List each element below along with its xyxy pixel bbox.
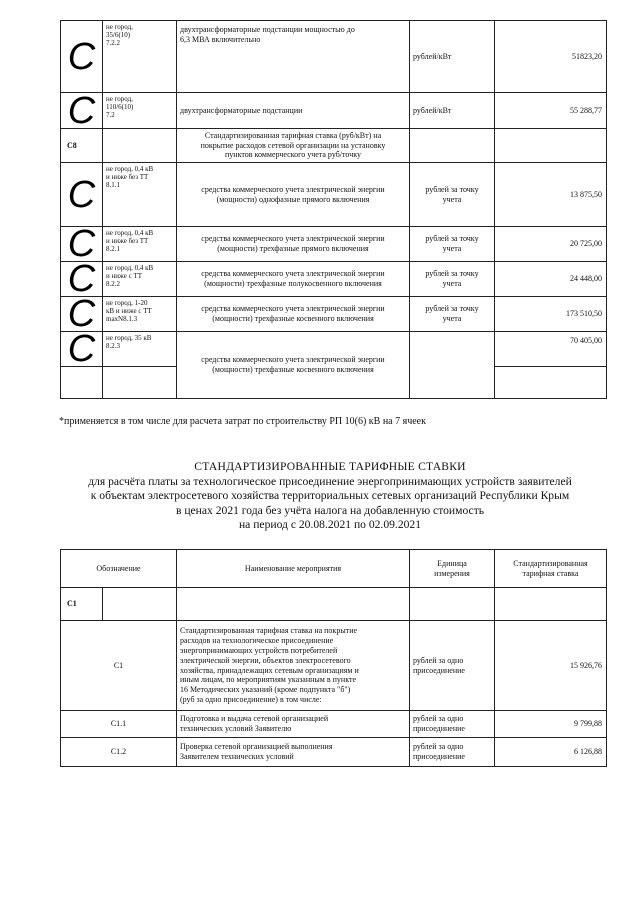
cond-line: 8.2.1 (106, 245, 120, 253)
row-unit (410, 297, 495, 332)
row-value: 24 448,00 (495, 262, 607, 297)
column-header-designation: Обозначение (61, 550, 177, 588)
row-unit (410, 262, 495, 297)
unit-line: рублей за точку (425, 234, 479, 244)
cond-line: maxN8.1.3 (106, 315, 138, 323)
row-value (495, 129, 607, 163)
name-line: 16 Методических указаний (кроме подпункта "б") (180, 685, 351, 695)
header-line: Единица (437, 558, 467, 568)
name-line: электрической энергии, объектов электросетевого (180, 655, 351, 665)
header-line: измерения (434, 568, 470, 578)
table-row (61, 297, 607, 332)
row-value: 13 875,50 (495, 163, 607, 227)
row-name (177, 332, 410, 399)
row-unit (410, 93, 495, 129)
name-line: двухтрансформаторные подстанции мощностью до (180, 25, 355, 34)
name-line: (мощности) однофазные прямого включения (216, 194, 370, 204)
heading-line: в ценах 2021 года без учёта налога на добавленную стоимость (175, 503, 485, 517)
name-line: пунктов коммерческого учета руб/точку (225, 150, 361, 160)
row-conditions (103, 227, 177, 262)
row-value: 70 405,00 (495, 332, 607, 367)
row-name (177, 93, 410, 129)
row-unit (410, 129, 495, 163)
name-line: (мощности) трехфазные косвенного включения (212, 314, 374, 323)
empty-cell (495, 367, 607, 399)
name-line: иным лицам, по мероприятиям указанным в пункте (180, 675, 357, 685)
name-line: (мощности) трехфазные косвенного включения (212, 365, 374, 374)
row-name (177, 297, 410, 332)
table-row (61, 332, 607, 367)
table-section-row (61, 588, 607, 621)
name-line: Проверка сетевой организацией выполнения (180, 742, 333, 752)
cond-line: 8.2.2 (106, 280, 120, 288)
empty-cell (103, 588, 177, 621)
name-line: Заявителем технических условий (180, 752, 294, 761)
name-line: покрытие расходов сетевой организации на установку (200, 140, 386, 150)
row-name (177, 711, 410, 738)
empty-cell (410, 588, 495, 621)
header-line: тарифная ставка (522, 568, 579, 578)
cond-line: 110/6(10) (106, 103, 134, 111)
row-value: 51823,20 (495, 21, 607, 93)
name-line: Стандартизированная тарифная ставка (руб/кВт) на (204, 131, 382, 141)
row-name (177, 227, 410, 262)
unit-line: присоединение (413, 724, 465, 733)
name-line: (руб за одно присоединение) в том числе: (180, 694, 322, 704)
row-name (177, 621, 410, 711)
table-row (61, 21, 607, 93)
row-code: C (61, 163, 103, 227)
cond-line: 7.2 (106, 111, 115, 119)
unit-line: рублей/кВт (413, 105, 452, 115)
cond-line: не город, 0,4 кВ (106, 264, 154, 272)
row-code: C (61, 227, 103, 262)
unit-line: учета (442, 194, 462, 204)
cond-line: не город, 35 кВ (106, 334, 152, 342)
table-row (61, 621, 607, 711)
unit-line: рублей за одно (413, 655, 464, 665)
cond-line: 8.2.3 (106, 342, 120, 350)
unit-line: присоединение (413, 752, 465, 761)
unit-line: учета (442, 279, 462, 288)
unit-line: рублей/кВт (413, 51, 452, 61)
row-code: C8 (61, 129, 103, 163)
row-unit (410, 332, 495, 399)
row-conditions (103, 297, 177, 332)
unit-line: учета (442, 314, 462, 323)
row-conditions (103, 262, 177, 297)
row-conditions (103, 93, 177, 129)
row-unit (410, 163, 495, 227)
row-code: C1.1 (61, 711, 177, 738)
cond-line: 7.2.2 (106, 39, 120, 47)
empty-cell (61, 367, 103, 399)
name-line: (мощности) трехфазные прямого включения (217, 244, 369, 253)
name-line: энергопринимающих устройств потребителей (180, 645, 338, 655)
row-name (177, 262, 410, 297)
cond-line: 35/6(10) (106, 31, 131, 39)
table-header-row (61, 550, 607, 588)
name-line: средства коммерческого учета электрической энергии (201, 269, 385, 279)
column-header-name: Наименование мероприятия (177, 550, 410, 588)
unit-line: рублей за одно (413, 714, 464, 724)
name-line: двухтрансформаторные подстанции (180, 105, 303, 115)
heading-line: к объектам электросетевого хозяйства территориальных сетевых организаций Республики Крым (90, 489, 570, 503)
section-code: C1 (61, 588, 103, 621)
row-unit (410, 738, 495, 767)
empty-cell (103, 367, 177, 399)
header-line: Стандартизированная (513, 558, 588, 568)
name-line: Подготовка и выдача сетевой организацией (180, 714, 329, 724)
empty-cell (495, 588, 607, 621)
row-conditions (103, 332, 177, 367)
row-code: C (61, 93, 103, 129)
column-header-unit (410, 550, 495, 588)
row-conditions (103, 21, 177, 93)
name-line: (мощности) трехфазные полукосвенного включения (204, 279, 382, 288)
unit-line: присоединение (413, 665, 465, 675)
tariff-table (60, 549, 607, 767)
cond-line: и ниже с ТТ (106, 272, 142, 280)
row-code: C1.2 (61, 738, 177, 767)
document-heading (40, 460, 620, 533)
row-unit (410, 711, 495, 738)
row-value: 6 126,88 (495, 738, 607, 767)
cond-line: 8.1.1 (106, 181, 120, 189)
name-line: расходов на технологическое присоединение (180, 636, 334, 646)
row-name (177, 129, 410, 163)
cond-line: не город, 1-20 (106, 299, 148, 307)
cond-line: не город, (106, 95, 133, 103)
cond-line: и ниже без ТТ (106, 173, 149, 181)
unit-line: рублей за точку (425, 184, 479, 194)
heading-line: для расчёта платы за технологическое присоединение энергопринимающих устройств заявителей (88, 474, 572, 488)
row-value: 55 288,77 (495, 93, 607, 129)
row-unit (410, 21, 495, 93)
name-line: технических условий Заявителю (180, 724, 292, 733)
table-row (61, 93, 607, 129)
name-line: средства коммерческого учета электрической энергии (201, 355, 385, 365)
table-row (61, 711, 607, 738)
unit-line: рублей за точку (425, 304, 479, 314)
row-value: 20 725,00 (495, 227, 607, 262)
cond-line: не город, 0,4 кВ (106, 229, 154, 237)
table-row-section (61, 129, 607, 163)
cond-line: и ниже без ТТ (106, 237, 149, 245)
unit-line: учета (442, 244, 462, 253)
row-value: 15 926,76 (495, 621, 607, 711)
name-line: средства коммерческого учета электрической энергии (201, 234, 385, 244)
heading-line: на период с 20.08.2021 по 02.09.2021 (238, 518, 422, 532)
name-line: хозяйства, принадлежащих сетевым организациям и (180, 665, 359, 675)
table-row (61, 163, 607, 227)
unit-line: рублей за одно (413, 742, 464, 752)
page-title: СТАНДАРТИЗИРОВАННЫЕ ТАРИФНЫЕ СТАВКИ (194, 460, 466, 473)
row-code: C (61, 297, 103, 332)
table-row (61, 738, 607, 767)
row-code: C (61, 332, 103, 367)
row-conditions (103, 129, 177, 163)
footnote: *применяется в том числе для расчета затрат по строительству РП 10(6) кВ на 7 ячеек (59, 416, 426, 427)
row-code: C1 (61, 621, 177, 711)
row-unit (410, 227, 495, 262)
row-value: 9 799,88 (495, 711, 607, 738)
name-line: 6,3 МВА включительно (180, 34, 261, 44)
row-code: C (61, 262, 103, 297)
row-name (177, 738, 410, 767)
row-unit (410, 621, 495, 711)
table-row (61, 262, 607, 297)
row-name (177, 163, 410, 227)
empty-cell (177, 588, 410, 621)
column-header-rate (495, 550, 607, 588)
tariff-table-continued (60, 20, 607, 399)
name-line: Стандартизированная тарифная ставка на покрытие (180, 626, 358, 636)
name-line: средства коммерческого учета электрической энергии (201, 304, 385, 314)
unit-line: рублей за точку (425, 269, 479, 279)
row-value: 173 510,50 (495, 297, 607, 332)
cond-line: не город, (106, 23, 133, 31)
cond-line: не город, 0,4 кВ (106, 165, 154, 173)
table-row (61, 227, 607, 262)
name-line: средства коммерческого учета электрической энергии (201, 184, 385, 194)
row-code: C (61, 21, 103, 93)
row-conditions (103, 163, 177, 227)
cond-line: кВ и ниже с ТТ (106, 307, 152, 315)
row-name (177, 21, 410, 93)
